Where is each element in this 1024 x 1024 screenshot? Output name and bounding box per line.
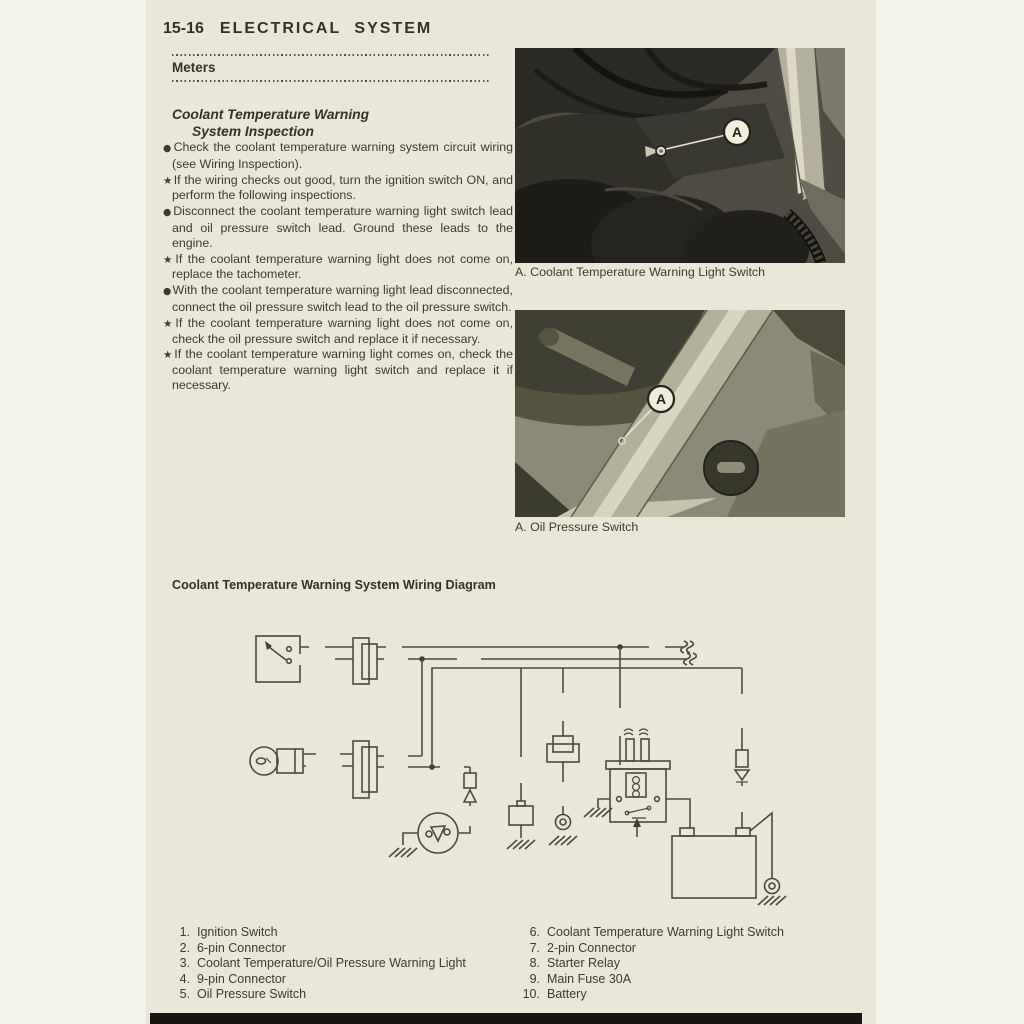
photo-caption: A. Oil Pressure Switch xyxy=(515,520,639,534)
dot-bullet-icon: ● xyxy=(163,207,173,219)
ground-symbol xyxy=(389,848,417,857)
section-label: Meters xyxy=(172,60,216,75)
chapter-title: ELECTRICAL SYSTEM xyxy=(219,20,433,37)
wire-color-label: BK xyxy=(557,786,570,802)
diagram-legend-left xyxy=(166,925,506,1003)
procedure-step: ★If the coolant temperature warning light comes on, check the coolant temperature warning light switch and replace it if necessary. xyxy=(163,347,513,392)
legend-item-label: 2-pin Connector xyxy=(547,940,636,955)
diagram-legend-right xyxy=(500,925,870,1003)
battery-minus-sign: − xyxy=(737,841,751,859)
legend-item-number: 7. xyxy=(529,940,540,955)
photo-coolant-temp-switch-image xyxy=(515,48,845,263)
legend-item xyxy=(166,987,506,1003)
dotted-rule-bottom xyxy=(172,80,489,82)
legend-item xyxy=(166,972,506,988)
legend-item-number: 5. xyxy=(179,987,190,1002)
subsection-line2: System Inspection xyxy=(192,124,314,139)
star-bullet-icon: ★ xyxy=(163,349,174,362)
procedure-steps xyxy=(163,140,513,394)
component-number: ③ xyxy=(285,723,297,738)
legend-item-number: 3. xyxy=(179,956,190,971)
warning-light-symbol xyxy=(250,747,278,775)
diagram-labels xyxy=(266,642,748,878)
component-number: ⑩ xyxy=(708,863,720,878)
subsection-heading xyxy=(172,106,369,140)
legend-item xyxy=(166,956,506,972)
dot-bullet-icon: ● xyxy=(163,286,172,298)
component-number: ⑤ xyxy=(405,807,417,822)
procedure-step: ★If the coolant temperature warning light does not come on, replace the tachometer. xyxy=(163,251,513,282)
legend-item-label: Battery xyxy=(547,987,587,1002)
ground-symbol xyxy=(507,840,535,849)
procedure-step: ●Disconnect the coolant temperature warning light switch lead and oil pressure switch lead. Ground these leads to the engine. xyxy=(163,204,513,250)
page-header xyxy=(163,20,432,38)
legend-item-label: Oil Pressure Switch xyxy=(197,987,307,1002)
photo-oil-pressure-switch-image xyxy=(515,310,845,517)
starter-relay-symbol xyxy=(606,761,670,769)
ring-terminal-symbol xyxy=(765,879,780,894)
component-number: ⑧ xyxy=(594,769,606,784)
star-bullet-icon: ★ xyxy=(163,253,175,266)
wiring-diagram xyxy=(240,618,800,928)
battery-symbol xyxy=(672,836,756,898)
legend-item-number: 2. xyxy=(179,940,190,955)
component-number: ⑨ xyxy=(631,835,643,850)
wire-color-label: BK xyxy=(464,808,477,824)
diagram-title: Coolant Temperature Warning System Wiring Diagram xyxy=(172,578,496,592)
scan-edge-bar xyxy=(150,1013,862,1024)
connector-6pin-symbol xyxy=(353,638,369,684)
legend-item-label: 9-pin Connector xyxy=(197,971,286,986)
diode-symbol xyxy=(464,790,476,802)
legend-item-number: 8. xyxy=(529,956,540,971)
legend-item-label: 6-pin Connector xyxy=(197,940,286,955)
callout-letter: A xyxy=(655,391,667,407)
star-bullet-icon: ★ xyxy=(163,174,173,187)
legend-item xyxy=(166,941,506,957)
legend-item-label: Starter Relay xyxy=(547,956,620,971)
legend-item-label: Coolant Temperature/Oil Pressure Warning Light xyxy=(197,956,466,971)
component-number: ⑦ xyxy=(536,726,548,741)
oil-pressure-switch-symbol xyxy=(418,813,458,853)
legend-item-label: Coolant Temperature Warning Light Switch xyxy=(547,925,784,939)
dot-bullet-icon: ● xyxy=(163,143,173,154)
wire-color-label: W xyxy=(614,717,627,727)
legend-item xyxy=(500,956,870,972)
ground-symbol xyxy=(758,896,786,905)
photo-oil-pressure-switch xyxy=(515,310,845,517)
ground-symbol xyxy=(549,836,577,845)
legend-item-number: 6. xyxy=(529,925,540,939)
legend-item-number: 4. xyxy=(179,971,190,986)
procedure-step: ●With the coolant temperature warning light lead disconnected, connect the oil pressure switch lead to the oil pressure switch. xyxy=(163,283,514,314)
procedure-step: ★If the wiring checks out good, turn the ignition switch ON, and perform the following inspections. xyxy=(163,172,513,203)
wire-color-label: BK xyxy=(515,762,528,778)
procedure-step: ●Check the coolant temperature warning system circuit wiring (see Wiring Inspection). xyxy=(163,140,513,171)
legend-item-number: 1. xyxy=(179,925,190,939)
legend-item-label: Main Fuse 30A xyxy=(547,971,632,986)
legend-item xyxy=(166,925,506,941)
coolant-temp-switch-symbol xyxy=(509,806,533,825)
ignition-switch-symbol xyxy=(256,636,300,682)
legend-item xyxy=(500,925,870,941)
fuse-symbol xyxy=(736,750,748,767)
battery-plus-sign: + xyxy=(682,843,696,861)
legend-item-number: 10. xyxy=(522,987,540,1002)
photo-caption: A. Coolant Temperature Warning Light Switch xyxy=(515,265,766,279)
callout-letter: A xyxy=(731,124,743,140)
photo-coolant-temp-switch xyxy=(515,48,845,263)
star-bullet-icon: ★ xyxy=(163,317,175,330)
component-number: ① xyxy=(266,674,278,689)
legend-item-label: Ignition Switch xyxy=(197,925,278,939)
diode-symbol xyxy=(735,770,749,780)
section-rule-block xyxy=(172,54,489,82)
connector-9pin-symbol xyxy=(353,741,369,798)
wire-color-label: BK/Y xyxy=(736,698,749,724)
legend-item xyxy=(500,972,870,988)
legend-item xyxy=(500,941,870,957)
page-number: 15-16 xyxy=(163,20,204,37)
wire-color-label: BK/Y xyxy=(557,694,570,720)
ground-symbol xyxy=(584,808,612,817)
wire-color-label: BK/Y xyxy=(736,787,749,813)
subsection-line1: Coolant Temperature Warning xyxy=(172,107,370,122)
legend-item-number: 9. xyxy=(529,971,540,986)
legend-item xyxy=(500,987,870,1003)
component-number: ⑥ xyxy=(518,847,530,862)
procedure-step: ★If the coolant temperature warning light does not come on, check the oil pressure switch and replace it if necessary. xyxy=(163,315,513,346)
component-number: ② xyxy=(357,690,369,705)
component-number: ④ xyxy=(358,730,370,745)
ring-terminal-symbol xyxy=(556,815,571,830)
